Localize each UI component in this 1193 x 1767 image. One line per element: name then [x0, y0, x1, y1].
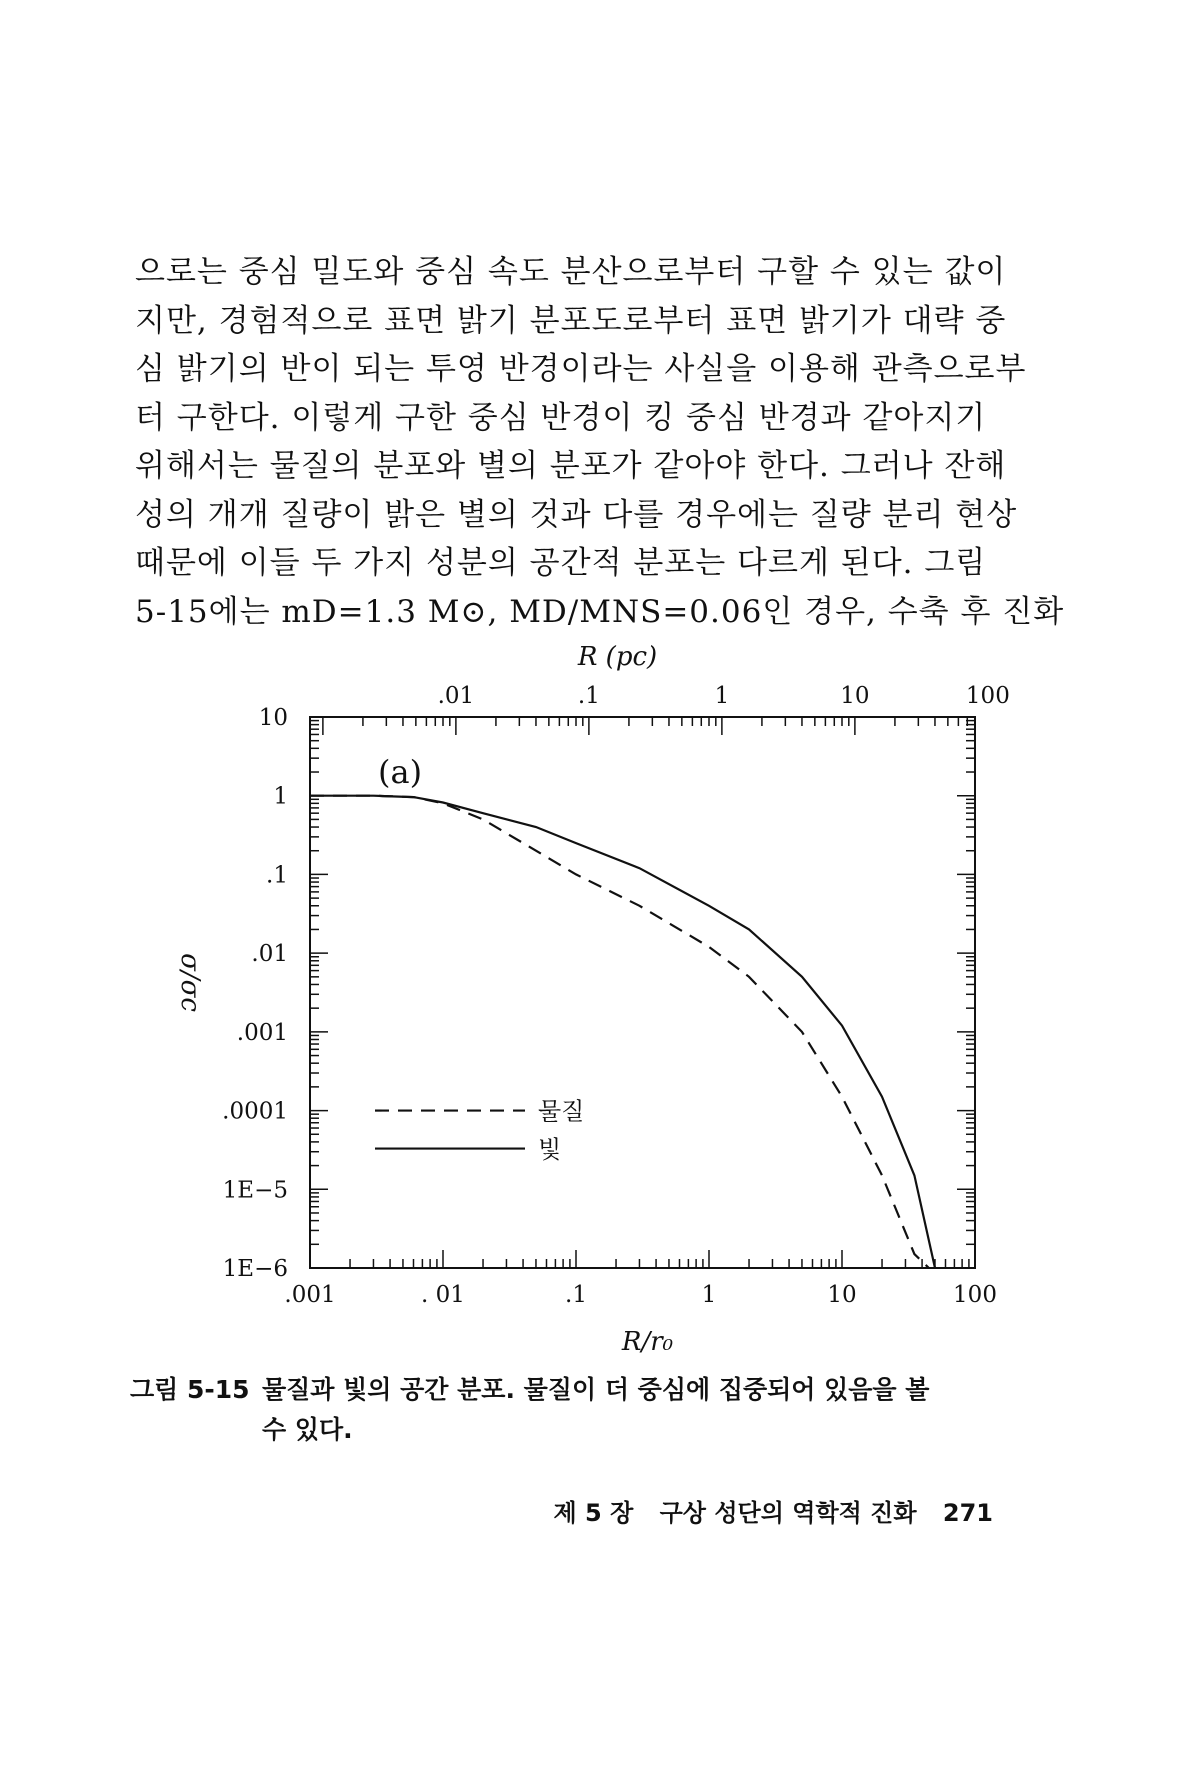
series-group — [310, 796, 935, 1268]
y-tick-label: 1E−5 — [222, 1177, 288, 1204]
x-tick-label: .1 — [565, 1282, 587, 1308]
series-line-matter — [310, 796, 929, 1268]
x2-tick-label: .01 — [437, 683, 475, 709]
text-line: 지만, 경험적으로 표면 밝기 분포도로부터 표면 밝기가 대략 중 — [135, 302, 1007, 339]
x2-tick-label: 10 — [840, 683, 870, 709]
y-tick-label: 1E−6 — [222, 1256, 288, 1282]
footer-title: 구상 성단의 역학적 진화 — [659, 1499, 917, 1527]
body-paragraph — [135, 248, 1065, 636]
text-line: 심 밝기의 반이 되는 투영 반경이라는 사실을 이용해 관측으로부 — [135, 351, 1027, 387]
page-number: 271 — [942, 1499, 993, 1527]
x-tick-label: 1 — [701, 1282, 717, 1308]
labels-group — [175, 642, 1010, 1357]
footer-chapter: 제 5 장 — [553, 1499, 634, 1527]
page-footer — [535, 1493, 993, 1528]
x2-tick-label: .1 — [577, 683, 600, 709]
text-line: 위해서는 물질의 분포와 별의 분포가 같아야 한다. 그러나 잔해 — [135, 448, 1007, 484]
text-line: 으로는 중심 밀도와 중심 속도 분산으로부터 구할 수 있는 값이 — [135, 254, 1007, 290]
density-profile-chart — [0, 620, 1193, 1357]
y-tick-label: .1 — [266, 862, 288, 889]
x2-tick-label: 100 — [965, 683, 1010, 709]
x-tick-label: 100 — [953, 1282, 997, 1308]
y-tick-label: 1 — [273, 783, 288, 810]
y-tick-label: 10 — [258, 705, 288, 731]
text-line: 성의 개개 질량이 밝은 별의 것과 다를 경우에는 질량 분리 현상 — [135, 496, 1018, 533]
y-tick-label: .0001 — [222, 1098, 288, 1125]
plot-frame — [310, 717, 975, 1268]
caption-text-line2: 수 있다. — [262, 1415, 353, 1444]
x-tick-label: 10 — [827, 1282, 857, 1308]
axes-group — [310, 717, 975, 1268]
x2-axis-title: R (pc) — [577, 642, 658, 672]
legend-label: 빛 — [538, 1135, 562, 1164]
x2-tick-label: 1 — [714, 683, 730, 709]
text-line: 터 구한다. 이렇게 구한 중심 반경이 킹 중심 반경과 같아지기 — [135, 399, 987, 436]
y-tick-label: .01 — [251, 941, 288, 968]
y-tick-label: .001 — [236, 1019, 288, 1046]
text-line: 때문에 이들 두 가지 성분의 공간적 분포는 다르게 된다. 그림 — [135, 545, 987, 581]
y-axis-title: σ/σc — [175, 953, 205, 1012]
legend-label: 물질 — [538, 1097, 585, 1126]
x-axis-title: R/r₀ — [621, 1327, 674, 1357]
x-tick-label: . 01 — [421, 1282, 465, 1308]
caption-text-line1: 물질과 빛의 공간 분포. 물질이 더 중심에 집중되어 있음을 볼 — [262, 1375, 930, 1404]
caption-label: 그림 5-15 — [130, 1375, 250, 1404]
series-line-light — [310, 796, 935, 1268]
x-tick-label: .001 — [284, 1282, 336, 1308]
panel-label: (a) — [378, 753, 423, 791]
text-line: 5-15에는 mD=1.3 M⊙, MD/MNS=0.06인 경우, 수축 후 진화 — [135, 593, 1065, 630]
